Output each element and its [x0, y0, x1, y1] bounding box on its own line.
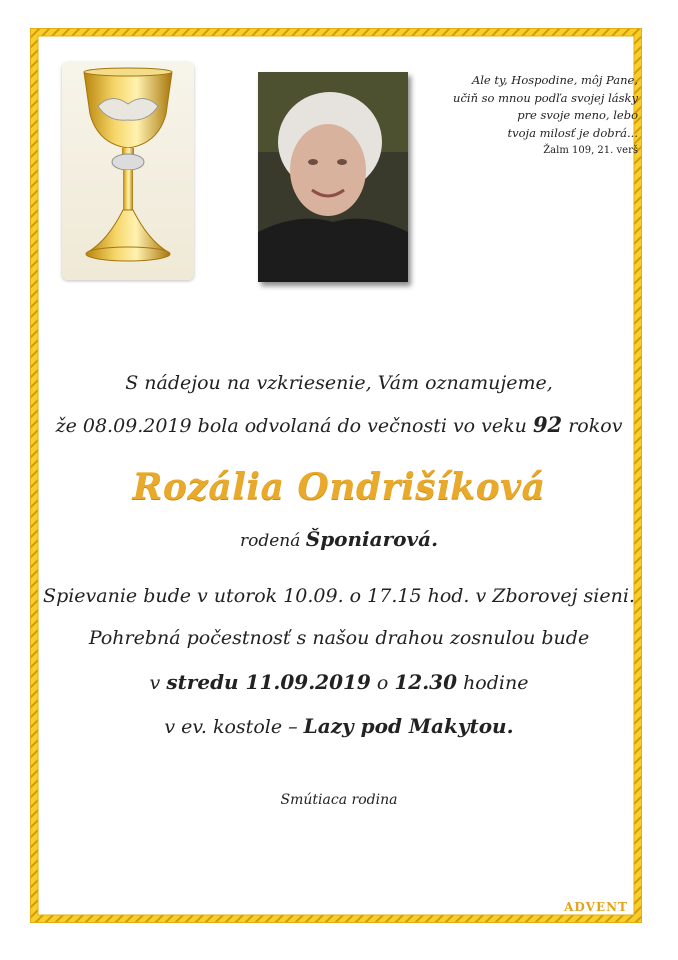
age-value: 92 [532, 412, 563, 437]
chalice-image [62, 62, 194, 280]
funeral-location [40, 714, 638, 738]
verse-reference: Žalm 109, 21. verš [543, 145, 638, 156]
announcement-line-2 [40, 412, 638, 437]
funeral-prefix: v [149, 672, 161, 694]
verse-line: Ale ty, Hospodine, môj Pane, [471, 73, 638, 87]
portrait-photo [258, 72, 408, 282]
verse-line: učiň so mnou podľa svojej lásky [453, 90, 638, 105]
maiden-name: Šponiarová. [305, 527, 439, 551]
singing-info: Spievanie bude v utorok 10.09. o 17.15 hod. v Zborovej sieni. [43, 585, 635, 607]
funeral-datetime [40, 670, 638, 694]
verse-line: pre svoje meno, lebo [517, 108, 638, 122]
verse-line: tvoja milosť je dobrá... [507, 125, 638, 140]
born-label: rodená [239, 531, 301, 551]
brand-logo: ADVENT [564, 900, 628, 914]
funeral-suffix: hodine [463, 672, 529, 694]
funeral-place: Lazy pod Makytou. [303, 714, 514, 738]
announcement-line-1: S nádejou na vzkriesenie, Vám oznamujeme, [125, 372, 553, 394]
age-unit: rokov [568, 415, 623, 437]
chalice-icon [62, 62, 194, 280]
funeral-at: o [376, 672, 389, 694]
deceased-name: Rozália Ondrišíková [132, 466, 546, 508]
maiden-name-line [40, 527, 638, 551]
psalm-verse [408, 72, 638, 160]
funeral-time: 12.30 [394, 670, 458, 694]
date-of-death-text: že 08.09.2019 bola odvolaná do večnosti vo veku [55, 415, 527, 437]
portrait-image [258, 72, 408, 282]
family-signature: Smútiaca rodina [280, 792, 398, 808]
funeral-day: stredu 11.09.2019 [166, 670, 371, 694]
funeral-place-prefix: v ev. kostole – [164, 716, 298, 738]
funeral-intro: Pohrebná počestnosť s našou drahou zosnulou bude [88, 627, 590, 649]
